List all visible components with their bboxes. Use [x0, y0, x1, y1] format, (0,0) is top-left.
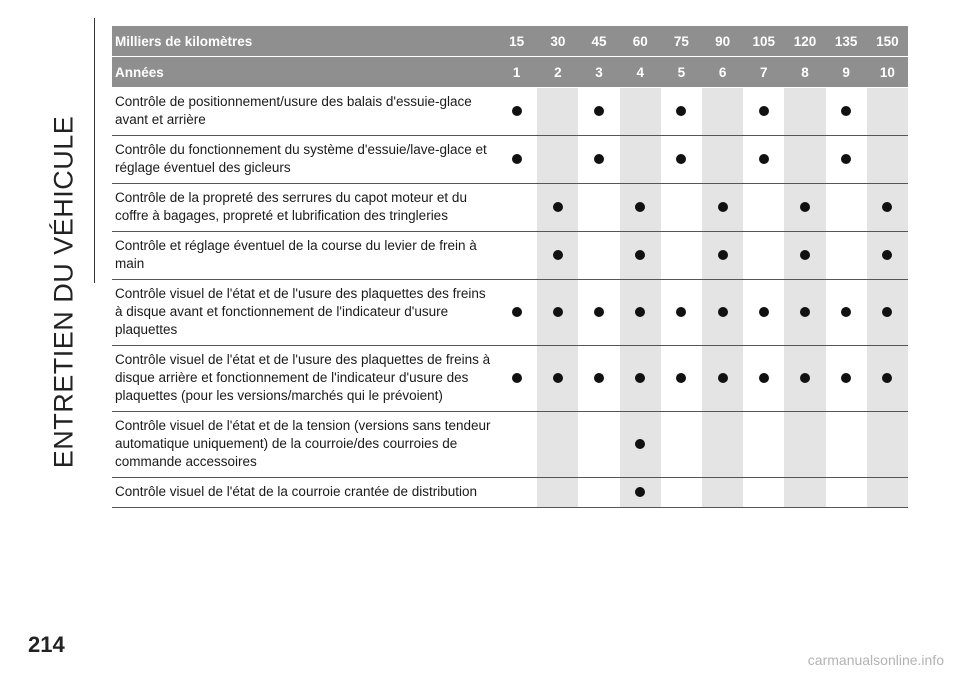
interval-cell [578, 280, 619, 346]
table-row [112, 280, 908, 346]
years-header-row [112, 57, 908, 88]
check-dot-icon [676, 307, 686, 317]
check-dot-icon [882, 202, 892, 212]
years-header-cell: 6 [702, 57, 743, 88]
interval-cell [743, 412, 784, 478]
interval-cell [867, 232, 908, 280]
check-dot-icon [512, 373, 522, 383]
check-dot-icon [553, 307, 563, 317]
km-header-cell: 90 [702, 26, 743, 57]
interval-cell [620, 412, 661, 478]
check-dot-icon [759, 307, 769, 317]
interval-cell [826, 412, 867, 478]
interval-cell [661, 478, 702, 508]
interval-cell [496, 280, 537, 346]
years-header-label: Années [112, 57, 496, 88]
interval-cell [743, 184, 784, 232]
interval-cell [620, 478, 661, 508]
interval-cell [496, 346, 537, 412]
years-header-cell: 2 [537, 57, 578, 88]
check-dot-icon [676, 373, 686, 383]
interval-cell [496, 412, 537, 478]
interval-cell [661, 136, 702, 184]
check-dot-icon [512, 154, 522, 164]
row-label: Contrôle du fonctionnement du système d'essuie/lave-glace et réglage éventuel des gicleurs [112, 136, 496, 184]
interval-cell [537, 346, 578, 412]
interval-cell [743, 478, 784, 508]
interval-cell [867, 412, 908, 478]
km-header-cell: 135 [826, 26, 867, 57]
interval-cell [702, 136, 743, 184]
km-header-cell: 30 [537, 26, 578, 57]
check-dot-icon [759, 106, 769, 116]
check-dot-icon [882, 373, 892, 383]
check-dot-icon [594, 106, 604, 116]
check-dot-icon [841, 307, 851, 317]
years-header-cell: 7 [743, 57, 784, 88]
table-row [112, 136, 908, 184]
km-header-cell: 75 [661, 26, 702, 57]
row-label: Contrôle et réglage éventuel de la course du levier de frein à main [112, 232, 496, 280]
interval-cell [578, 478, 619, 508]
maintenance-rows [112, 88, 908, 508]
interval-cell [578, 184, 619, 232]
check-dot-icon [635, 439, 645, 449]
km-header-cell: 60 [620, 26, 661, 57]
years-header-cell: 10 [867, 57, 908, 88]
check-dot-icon [800, 373, 810, 383]
interval-cell [578, 412, 619, 478]
table-row [112, 232, 908, 280]
check-dot-icon [635, 487, 645, 497]
row-label: Contrôle de la propreté des serrures du capot moteur et du coffre à bagages, propreté et lubrification des tringleries [112, 184, 496, 232]
check-dot-icon [841, 373, 851, 383]
interval-cell [784, 136, 825, 184]
check-dot-icon [676, 154, 686, 164]
interval-cell [537, 184, 578, 232]
interval-cell [537, 478, 578, 508]
check-dot-icon [718, 307, 728, 317]
check-dot-icon [635, 250, 645, 260]
maintenance-table [112, 26, 908, 508]
row-label: Contrôle visuel de l'état et de la tension (versions sans tendeur automatique uniquement) de la courroie/des courroies de commande accessoires [112, 412, 496, 478]
interval-cell [661, 232, 702, 280]
row-label: Contrôle de positionnement/usure des balais d'essuie-glace avant et arrière [112, 88, 496, 136]
interval-cell [496, 478, 537, 508]
table-row [112, 88, 908, 136]
interval-cell [743, 232, 784, 280]
interval-cell [867, 346, 908, 412]
years-header-cell: 4 [620, 57, 661, 88]
page-number: 214 [28, 632, 65, 657]
section-divider [94, 18, 95, 283]
interval-cell [702, 346, 743, 412]
check-dot-icon [635, 307, 645, 317]
check-dot-icon [882, 307, 892, 317]
interval-cell [578, 136, 619, 184]
km-header-label: Milliers de kilomètres [112, 26, 496, 57]
interval-cell [702, 88, 743, 136]
interval-cell [867, 184, 908, 232]
interval-cell [620, 346, 661, 412]
check-dot-icon [512, 106, 522, 116]
check-dot-icon [800, 202, 810, 212]
interval-cell [661, 346, 702, 412]
km-header-cell: 150 [867, 26, 908, 57]
interval-cell [661, 184, 702, 232]
interval-cell [784, 184, 825, 232]
interval-cell [661, 88, 702, 136]
row-label: Contrôle visuel de l'état et de l'usure des plaquettes des freins à disque avant et fonctionnement de l'indicateur d'usure plaquettes [112, 280, 496, 346]
years-header-cell: 8 [784, 57, 825, 88]
section-title-text: ENTRETIEN DU VÉHICULE [48, 115, 79, 469]
interval-cell [826, 88, 867, 136]
check-dot-icon [635, 373, 645, 383]
interval-cell [826, 280, 867, 346]
check-dot-icon [594, 307, 604, 317]
interval-cell [784, 412, 825, 478]
check-dot-icon [676, 106, 686, 116]
interval-cell [784, 478, 825, 508]
check-dot-icon [718, 373, 728, 383]
interval-cell [867, 478, 908, 508]
interval-cell [867, 136, 908, 184]
interval-cell [620, 184, 661, 232]
interval-cell [743, 88, 784, 136]
table-row [112, 412, 908, 478]
interval-cell [578, 346, 619, 412]
interval-cell [620, 232, 661, 280]
interval-cell [702, 412, 743, 478]
interval-cell [496, 88, 537, 136]
check-dot-icon [635, 202, 645, 212]
watermark: carmanualsonline.info [807, 652, 944, 668]
interval-cell [702, 232, 743, 280]
interval-cell [826, 478, 867, 508]
check-dot-icon [718, 202, 728, 212]
check-dot-icon [718, 250, 728, 260]
interval-cell [867, 280, 908, 346]
interval-cell [702, 184, 743, 232]
interval-cell [537, 136, 578, 184]
interval-cell [743, 346, 784, 412]
interval-cell [661, 280, 702, 346]
interval-cell [578, 88, 619, 136]
interval-cell [784, 232, 825, 280]
interval-cell [537, 412, 578, 478]
row-label: Contrôle visuel de l'état de la courroie crantée de distribution [112, 478, 496, 508]
check-dot-icon [553, 202, 563, 212]
km-header-cell: 120 [784, 26, 825, 57]
interval-cell [620, 280, 661, 346]
years-header-cell: 3 [578, 57, 619, 88]
km-header-cell: 105 [743, 26, 784, 57]
years-header-cell: 1 [496, 57, 537, 88]
interval-cell [826, 184, 867, 232]
interval-cell [784, 88, 825, 136]
interval-cell [743, 280, 784, 346]
check-dot-icon [594, 154, 604, 164]
interval-cell [826, 232, 867, 280]
interval-cell [620, 88, 661, 136]
check-dot-icon [800, 307, 810, 317]
check-dot-icon [800, 250, 810, 260]
interval-cell [496, 136, 537, 184]
row-label: Contrôle visuel de l'état et de l'usure des plaquettes de freins à disque arrière et fonctionnement de l'indicateur d'usure des plaquettes (pour les versions/marchés qui le prévoient) [112, 346, 496, 412]
check-dot-icon [841, 106, 851, 116]
check-dot-icon [553, 373, 563, 383]
check-dot-icon [841, 154, 851, 164]
check-dot-icon [512, 307, 522, 317]
interval-cell [537, 88, 578, 136]
interval-cell [826, 136, 867, 184]
table-row [112, 346, 908, 412]
check-dot-icon [553, 250, 563, 260]
interval-cell [826, 346, 867, 412]
interval-cell [496, 184, 537, 232]
interval-cell [784, 280, 825, 346]
check-dot-icon [594, 373, 604, 383]
interval-cell [867, 88, 908, 136]
km-header-cell: 15 [496, 26, 537, 57]
interval-cell [620, 136, 661, 184]
interval-cell [784, 346, 825, 412]
years-header-cell: 5 [661, 57, 702, 88]
interval-cell [743, 136, 784, 184]
check-dot-icon [759, 373, 769, 383]
km-header-row [112, 26, 908, 57]
interval-cell [537, 232, 578, 280]
check-dot-icon [759, 154, 769, 164]
interval-cell [537, 280, 578, 346]
years-header-cell: 9 [826, 57, 867, 88]
interval-cell [661, 412, 702, 478]
table-row [112, 478, 908, 508]
interval-cell [702, 478, 743, 508]
interval-cell [578, 232, 619, 280]
table-row [112, 184, 908, 232]
km-header-cell: 45 [578, 26, 619, 57]
interval-cell [702, 280, 743, 346]
interval-cell [496, 232, 537, 280]
check-dot-icon [882, 250, 892, 260]
